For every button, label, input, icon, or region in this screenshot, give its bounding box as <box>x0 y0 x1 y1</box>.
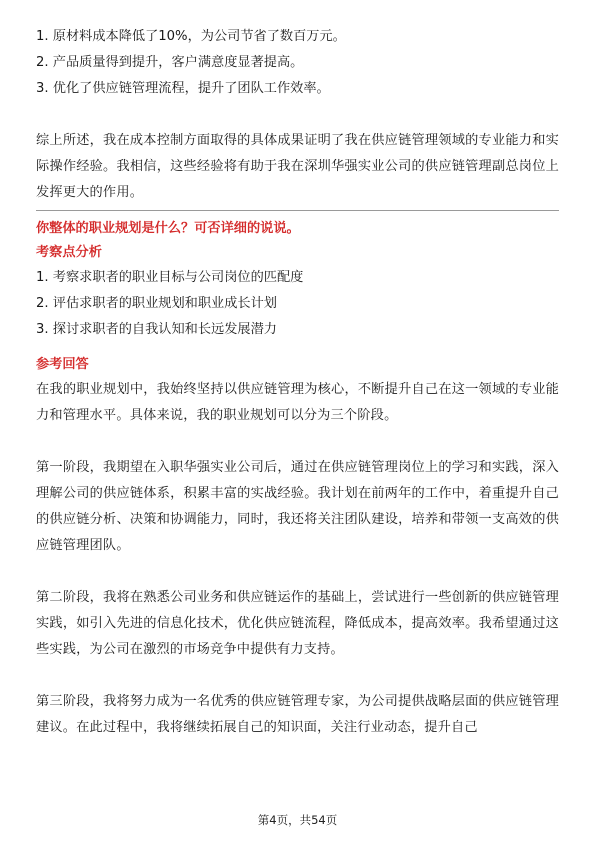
section-divider <box>36 210 559 211</box>
page-footer: 第4页，共54页 <box>257 813 338 827</box>
analysis-item: 1. 考察求职者的职业目标与公司岗位的匹配度 <box>36 270 304 285</box>
list-item: 1. 原材料成本降低了10%，为公司节省了数百万元。 <box>36 29 346 44</box>
analysis-heading: 考察点分析 <box>36 245 102 260</box>
answer-paragraph: 在我的职业规划中，我始终坚持以供应链管理为核心，不断提升自己在这一领域的专业能力和管理水平。具体来说，我的职业规划可以分为三个阶段。 <box>36 382 559 423</box>
answer-paragraph: 第三阶段，我将努力成为一名优秀的供应链管理专家，为公司提供战略层面的供应链管理建议。在此过程中，我将继续拓展自己的知识面，关注行业动态，提升自己 <box>36 694 559 735</box>
analysis-item: 2. 评估求职者的职业规划和职业成长计划 <box>36 296 277 311</box>
answer-heading: 参考回答 <box>36 357 89 372</box>
analysis-item: 3. 探讨求职者的自我认知和长远发展潜力 <box>36 322 277 337</box>
list-item: 3. 优化了供应链管理流程，提升了团队工作效率。 <box>36 81 330 96</box>
question-heading: 你整体的职业规划是什么？可否详细的说说。 <box>36 221 300 236</box>
answer-paragraph: 第一阶段，我期望在入职华强实业公司后，通过在供应链管理岗位上的学习和实践，深入理解公司的供应链体系，积累丰富的实战经验。我计划在前两年的工作中，着重提升自己的供应链分析、决策和协调能力，同时，我还将关注团队建设，培养和带领一支高效的供应链管理团队。 <box>36 460 559 553</box>
summary-paragraph: 综上所述，我在成本控制方面取得的具体成果证明了我在供应链管理领域的专业能力和实际操作经验。我相信，这些经验将有助于我在深圳华强实业公司的供应链管理副总岗位上发挥更大的作用。 <box>36 133 559 200</box>
document-page <box>36 24 559 741</box>
list-item: 2. 产品质量得到提升，客户满意度显著提高。 <box>36 55 304 70</box>
answer-paragraph: 第二阶段，我将在熟悉公司业务和供应链运作的基础上，尝试进行一些创新的供应链管理实践，如引入先进的信息化技术，优化供应链流程，降低成本，提高效率。我希望通过这些实践，为公司在激烈的市场竞争中提供有力支持。 <box>36 590 559 657</box>
